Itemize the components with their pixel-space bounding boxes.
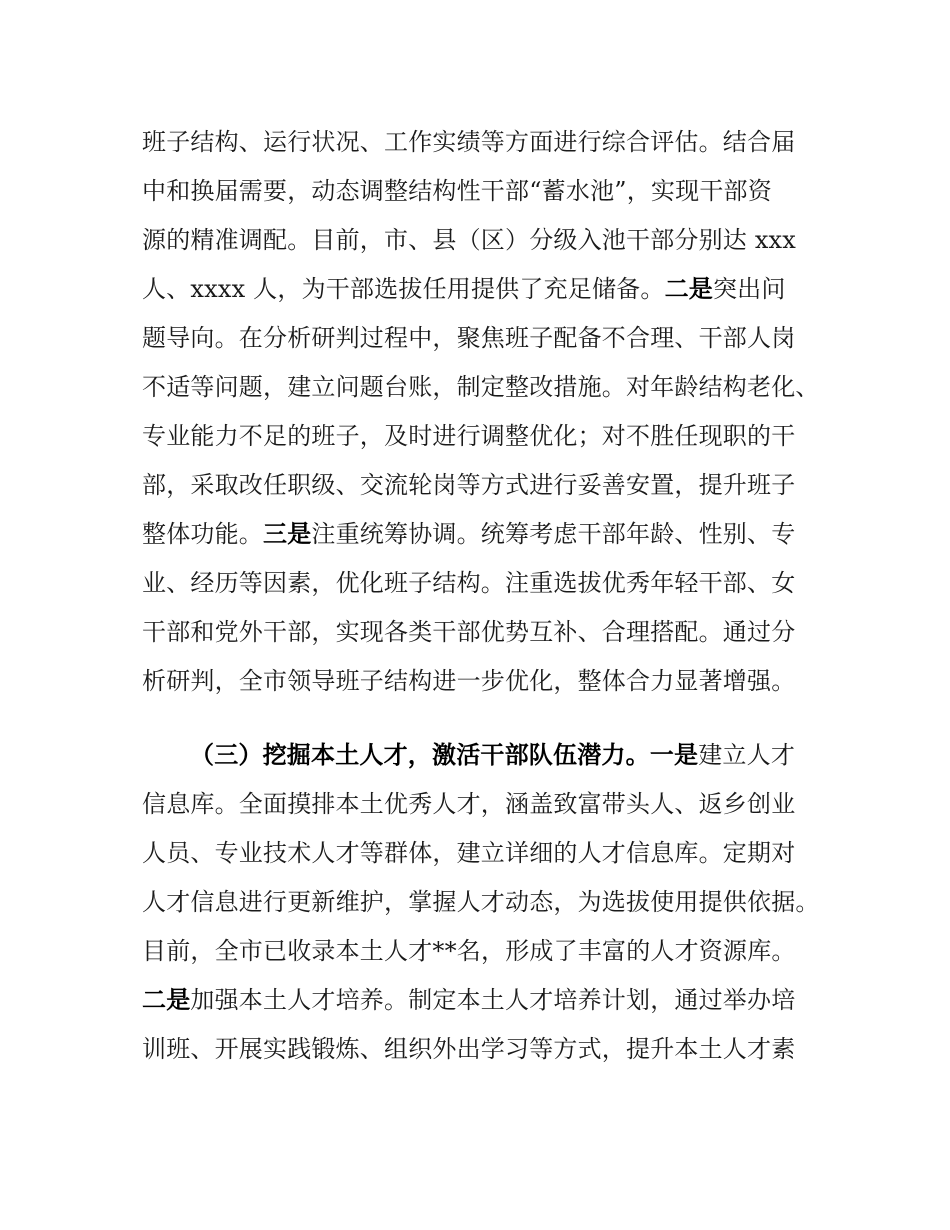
text-line	[142, 927, 842, 975]
line-text-tail: 加强本土人才培养。制定本土人才培养计划，通过举办培	[190, 986, 796, 1014]
text-line	[142, 1025, 842, 1073]
text-line	[142, 510, 842, 558]
bold-marker: 三是	[263, 520, 312, 548]
text-line	[142, 829, 842, 877]
line-text: 源的精准调配。目前，市、县（区）分级入池干部分别达 xxx	[142, 226, 797, 254]
line-text: 班子结构、运行状况、工作实绩等方面进行综合评估。结合届	[142, 128, 796, 156]
text-line	[142, 216, 842, 264]
text-line	[142, 461, 842, 509]
line-text: 信息库。全面摸排本土优秀人才，涵盖致富带头人、返乡创业	[142, 790, 796, 818]
text-line	[142, 878, 842, 926]
bold-marker: 二是	[142, 986, 191, 1014]
line-text: 干部和党外干部，实现各类干部优势互补、合理搭配。通过分	[142, 618, 796, 646]
text-line	[142, 265, 842, 313]
line-text: 部，采取改任职级、交流轮岗等方式进行妥善安置，提升班子	[142, 471, 796, 499]
text-line	[142, 559, 842, 607]
line-text: 业、经历等因素，优化班子结构。注重选拔优秀年轻干部、女	[142, 569, 796, 597]
line-text: 题导向。在分析研判过程中，聚焦班子配备不合理、干部人岗	[142, 324, 796, 352]
line-text: 目前，全市已收录本土人才**名，形成了丰富的人才资源库。	[142, 937, 796, 965]
line-text: 人员、专业技术人才等群体，建立详细的人才信息库。定期对	[142, 839, 796, 867]
line-text: 专业能力不足的班子，及时进行调整优化；对不胜任现职的干	[142, 422, 796, 450]
section-heading-text: （三）挖掘本土人才，激活干部队伍潜力。	[190, 741, 650, 769]
line-text-tail: 突出问	[712, 275, 786, 303]
bold-marker: 一是	[649, 741, 699, 769]
line-text: 整体功能。	[142, 520, 263, 548]
bold-marker: 二是	[664, 275, 713, 303]
line-text-tail: 注重统筹协调。统筹考虑干部年龄、性别、专	[311, 520, 796, 548]
line-text: 中和换届需要，动态调整结构性干部“蓄水池”，实现干部资	[142, 177, 772, 205]
section-heading	[190, 731, 840, 779]
line-text: 人、xxxx 人，为干部选拔任用提供了充足储备。	[142, 275, 665, 303]
text-line	[142, 976, 842, 1024]
text-line	[142, 167, 842, 215]
text-line	[142, 608, 842, 656]
line-text: 析研判，全市领导班子结构进一步优化，整体合力显著增强。	[142, 667, 796, 695]
text-line	[142, 363, 842, 411]
line-text: 训班、开展实践锻炼、组织外出学习等方式，提升本土人才素	[142, 1035, 796, 1063]
line-text: 人才信息进行更新维护，掌握人才动态，为选拔使用提供依据。	[142, 888, 820, 916]
text-line	[142, 314, 842, 362]
text-line	[142, 780, 842, 828]
text-line	[142, 118, 842, 166]
text-line	[142, 657, 842, 705]
line-text: 不适等问题，建立问题台账，制定整改措施。对年龄结构老化、	[142, 373, 820, 401]
line-text-tail: 建立人才	[698, 741, 796, 769]
text-line	[142, 412, 842, 460]
